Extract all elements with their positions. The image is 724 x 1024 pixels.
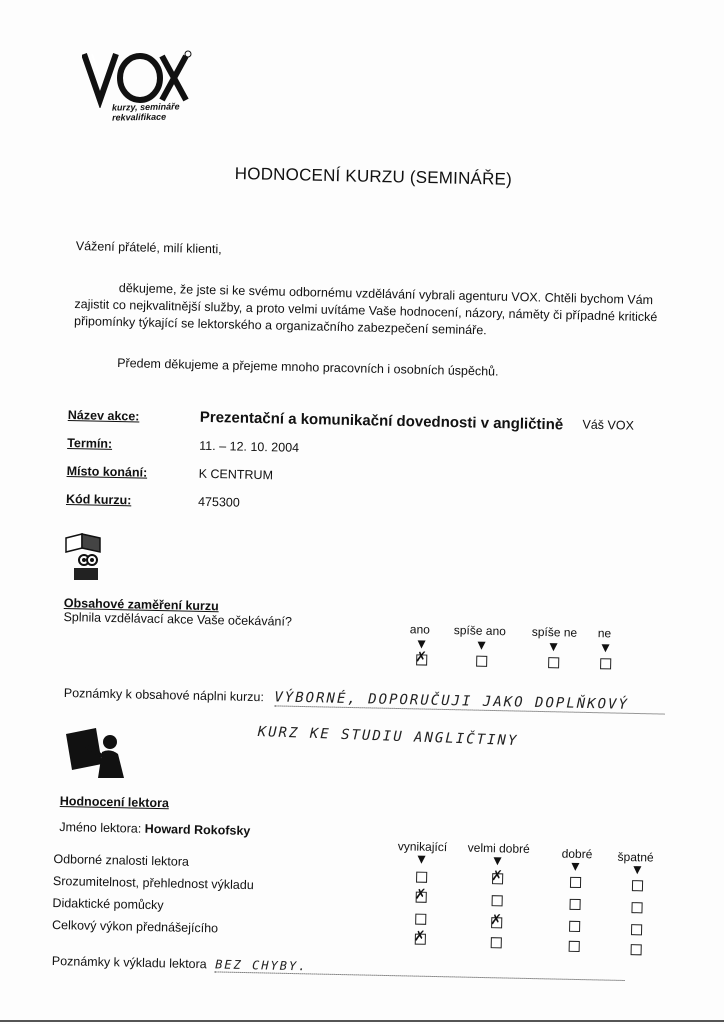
arrow-down-icon <box>549 643 557 651</box>
letter-signature: Váš VOX <box>582 417 635 433</box>
arrow-down-icon <box>493 857 501 865</box>
letter-body: děkujeme, že jste si ke svému odbornému vzdělávání vybrali agenturu VOX. Chtěli bychom Vám zajistit co nejkvalitnější služby, a proto velmi uvítáme Vaše hodnocení, názory, náměty či případné kritické připomínky týkající se lektorského a organizačního zabezpečení semináře. <box>73 280 658 338</box>
rating-checkbox[interactable] <box>569 921 580 932</box>
date-label: Termín: <box>67 435 113 451</box>
arrow-down-icon <box>571 863 579 871</box>
option-ne-checkbox[interactable] <box>600 658 611 669</box>
col-spatne: špatné <box>617 849 654 865</box>
option-spise-ne-checkbox[interactable] <box>548 657 559 668</box>
option-ano-checkbox[interactable] <box>416 654 427 665</box>
name-value: Prezentační a komunikační dovednosti v angličtině <box>199 408 564 434</box>
rating-checkbox[interactable] <box>492 873 503 884</box>
rating-checkbox[interactable] <box>632 880 643 891</box>
page-bottom-border <box>0 1020 724 1022</box>
rating-checkbox[interactable] <box>416 892 427 903</box>
content-notes-line1[interactable]: VÝBORNÉ, DOPORUČUJI JAKO DOPLŇKOVÝ <box>274 689 664 714</box>
row-label-knowledge: Odborné znalosti lektora <box>53 851 190 869</box>
logo-tagline <box>112 101 180 122</box>
rating-checkbox[interactable] <box>491 917 502 928</box>
arrow-down-icon <box>417 856 425 864</box>
rating-checkbox[interactable] <box>491 937 502 948</box>
letter-greeting: Vážení přátelé, milí klienti, <box>75 238 222 257</box>
letter-thanks: Předem děkujeme a přejeme mnoho pracovních i osobních úspěchů. <box>117 355 499 379</box>
content-section-title: Obsahové zaměření kurzu <box>63 596 219 614</box>
place-value: K CENTRUM <box>198 466 274 483</box>
place-label: Místo konání: <box>66 463 148 480</box>
presenter-icon <box>56 724 128 785</box>
rating-checkbox[interactable] <box>416 872 427 883</box>
option-spise-ne-label: spíše ne <box>531 624 578 640</box>
arrow-down-icon <box>477 642 485 650</box>
rating-checkbox[interactable] <box>631 944 642 955</box>
name-label: Název akce: <box>67 408 140 424</box>
content-options <box>0 614 724 689</box>
option-ano-label: ano <box>409 622 431 637</box>
option-ne-label: ne <box>597 626 612 641</box>
arrow-down-icon <box>633 866 641 874</box>
lector-notes-value[interactable]: BEZ CHYBY. <box>215 957 625 981</box>
col-velmi-dobre: velmi dobré <box>467 840 530 856</box>
col-dobre: dobré <box>561 846 593 862</box>
lector-name-label: Jméno lektora: <box>59 819 142 836</box>
arrow-down-icon <box>601 644 609 652</box>
arrow-down-icon <box>417 640 425 648</box>
rating-checkbox[interactable] <box>569 941 580 952</box>
content-notes <box>64 684 665 715</box>
rating-checkbox[interactable] <box>570 877 581 888</box>
content-notes-line2[interactable]: KURZ KE STUDIU ANGLIČTINY <box>257 724 519 750</box>
row-label-aids: Didaktické pomůcky <box>52 895 164 913</box>
logo-tagline-2: rekvalifikace <box>112 111 167 123</box>
book-reader-icon <box>64 530 104 587</box>
intro-letter <box>72 238 686 436</box>
lector-name-value: Howard Rokofsky <box>144 821 251 838</box>
option-spise-ano-checkbox[interactable] <box>476 656 487 667</box>
page-title: HODNOCENÍ KURZU (SEMINÁŘE) <box>234 164 513 189</box>
lector-notes-label: Poznámky k výkladu lektora <box>51 953 207 972</box>
date-value: 11. – 12. 10. 2004 <box>199 438 300 455</box>
col-vynikajici: vynikající <box>397 839 448 855</box>
lector-ratings <box>51 832 713 966</box>
rating-checkbox[interactable] <box>631 924 642 935</box>
code-value: 475300 <box>197 494 240 510</box>
rating-checkbox[interactable] <box>631 902 642 913</box>
row-label-clarity: Srozumitelnost, přehlednost výkladu <box>52 873 254 893</box>
lector-section <box>59 794 251 838</box>
content-notes-label: Poznámky k obsahové náplni kurzu: <box>63 685 265 705</box>
row-label-performance: Celkový výkon přednášejícího <box>51 917 219 936</box>
option-spise-ano-label: spíše ano <box>453 623 507 639</box>
rating-checkbox[interactable] <box>415 934 426 945</box>
code-label: Kód kurzu: <box>65 491 132 508</box>
rating-checkbox[interactable] <box>415 914 426 925</box>
rating-checkbox[interactable] <box>569 899 580 910</box>
vox-logo <box>82 48 192 108</box>
lector-section-title: Hodnocení lektora <box>59 794 170 811</box>
rating-checkbox[interactable] <box>492 895 503 906</box>
content-question: Splnila vzdělávací akce Vaše očekávání? <box>63 609 293 629</box>
logo-tagline-1: kurzy, semináře <box>111 101 180 113</box>
